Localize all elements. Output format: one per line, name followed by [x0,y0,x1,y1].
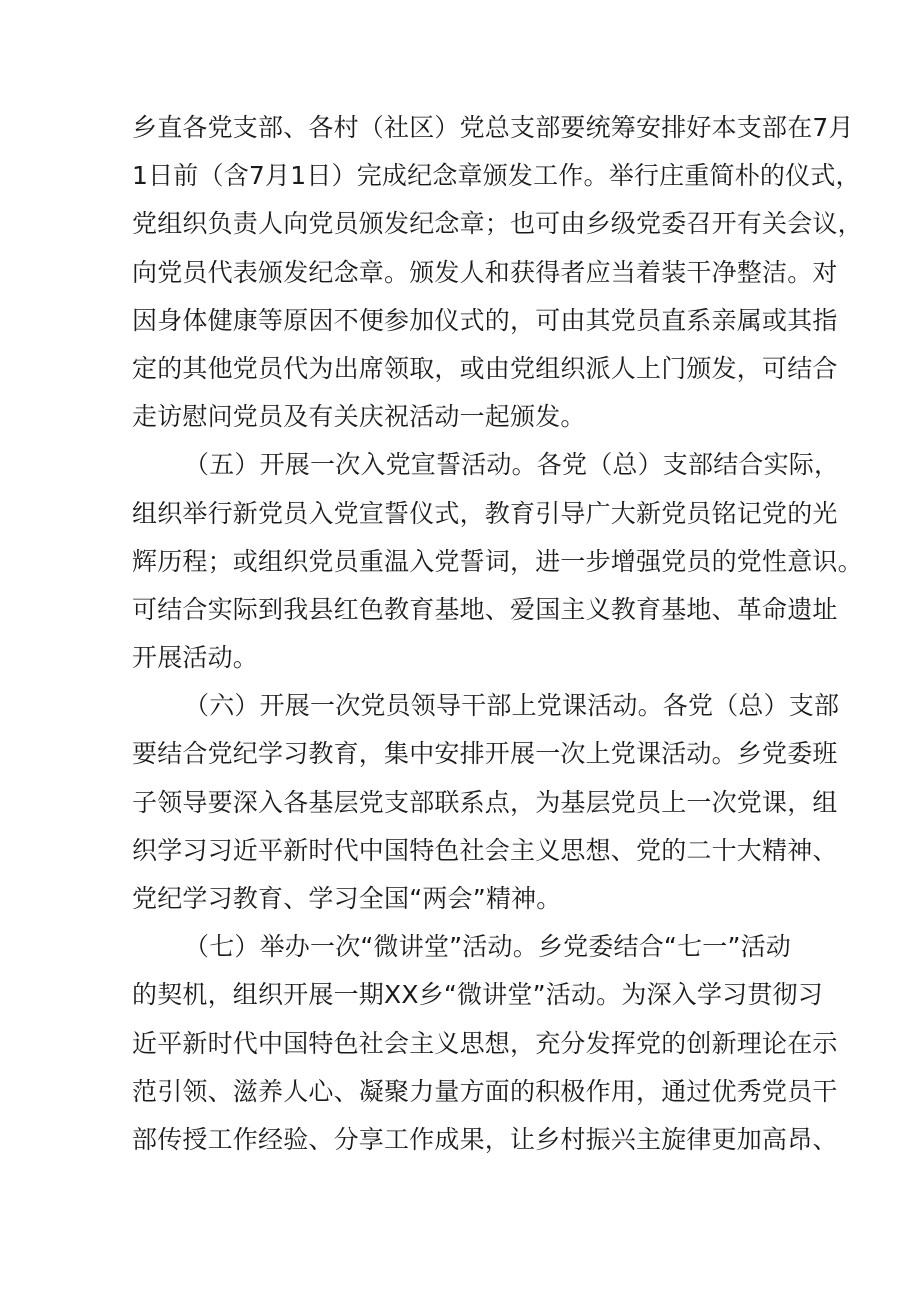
text-line: 党组织负责人向党员颁发纪念章；也可由乡级党委召开有关会议， [132,209,863,239]
text-line: 辉历程；或组织党员重温入党誓词，进一步增强党员的党性意识。 [132,546,863,576]
text-line: 部传授工作经验、分享工作成果，让乡村振兴主旋律更加高昂、 [132,1124,838,1154]
text-line: 子领导要深入各基层党支部联系点，为基层党员上一次党课，组 [132,787,838,817]
text-line: 1日前（含7月1日）完成纪念章颁发工作。举行庄重简朴的仪式， [132,161,861,191]
text-line: 党纪学习教育、学习全国“两会”精神。 [132,884,562,913]
text-line: 乡直各党支部、各村（社区）党总支部要统筹安排好本支部在7月 [132,113,854,142]
text-line: 走访慰问党员及有关庆祝活动一起颁发。 [132,402,586,432]
section-heading-line: （六）开展一次党员领导干部上党课活动。各党（总）支部 [184,691,840,721]
text-line: 的契机，组织开展一期XX乡“微讲堂”活动。为深入学习贯彻习 [132,980,823,1010]
section-heading-line: （五）开展一次入党宣誓活动。各党（总）支部结合实际， [184,450,840,480]
text-line: 组织举行新党员入党宣誓仪式，教育引导广大新党员铭记党的光 [132,498,838,528]
document-body [132,104,863,1164]
text-line: 定的其他党员代为出席领取，或由党组织派人上门颁发，可结合 [132,353,838,383]
text-line: 因身体健康等原因不便参加仪式的，可由其党员直系亲属或其指 [132,305,838,335]
text-line: 范引领、滋养人心、凝聚力量方面的积极作用，通过优秀党员干 [132,1076,838,1106]
text-line: 近平新时代中国特色社会主义思想，充分发挥党的创新理论在示 [132,1028,838,1058]
text-line: 向党员代表颁发纪念章。颁发人和获得者应当着装干净整洁。对 [132,257,838,287]
text-line: 开展活动。 [132,643,259,673]
section-heading-line: （七）举办一次“微讲堂”活动。乡党委结合“七一”活动 [184,932,792,962]
text-line: 要结合党纪学习教育，集中安排开展一次上党课活动。乡党委班 [132,739,838,769]
text-line: 织学习习近平新时代中国特色社会主义思想、党的二十大精神、 [132,835,838,865]
text-line: 可结合实际到我县红色教育基地、爱国主义教育基地、革命遗址 [132,594,838,624]
